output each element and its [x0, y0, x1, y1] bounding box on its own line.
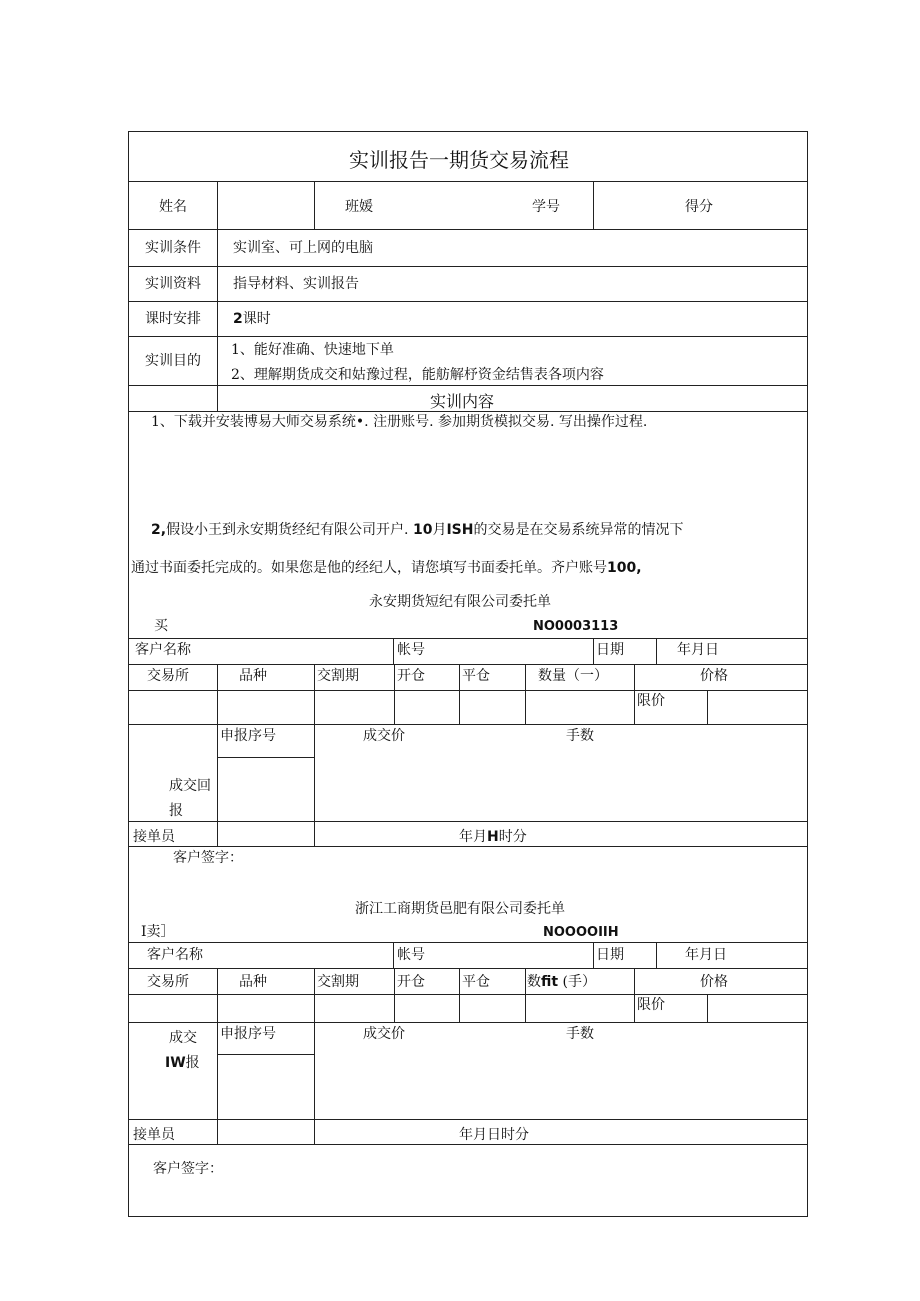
divider	[525, 968, 526, 1022]
divider	[129, 266, 807, 267]
form-1-receiver-label: 接单员	[133, 829, 175, 845]
form-2-report-label-1: 成交	[169, 1030, 197, 1046]
report-title: 实训报告一期货交易流程	[349, 148, 569, 172]
divider	[129, 1119, 807, 1120]
divider	[314, 664, 315, 724]
divider	[634, 664, 635, 724]
divider	[314, 181, 315, 229]
name-label: 姓名	[159, 199, 187, 215]
divider	[129, 821, 807, 822]
divider	[314, 968, 315, 1022]
divider	[707, 994, 708, 1022]
form-2-open-label: 开仓	[397, 974, 425, 990]
divider	[129, 690, 807, 691]
form-2-variety-label: 品种	[239, 974, 267, 990]
divider	[129, 1144, 807, 1145]
task-1: 1、下载并安装博易大师交易系统•. 注册账号. 参加期货模拟交易. 写出操作过程.	[151, 414, 648, 430]
divider	[217, 664, 218, 724]
score-label: 得分	[685, 199, 713, 215]
divider	[593, 181, 594, 229]
materials-label: 实训资料	[145, 276, 201, 292]
divider	[217, 1054, 314, 1055]
form-1-delivery-label: 交割期	[317, 668, 359, 684]
form-1-price-label: 价格	[700, 668, 728, 684]
form-2-time: 年月日时分	[459, 1127, 529, 1143]
form-2-lots-label: 手数	[566, 1026, 594, 1042]
divider	[129, 301, 807, 302]
form-1-quantity-label: 数量（一）	[538, 668, 608, 684]
form-2-company: 浙江工商期货邑肥有限公司委托单	[355, 901, 565, 917]
form-1-company: 永安期货短纪有限公司委托单	[369, 594, 551, 610]
goal-label: 实训目的	[145, 353, 201, 369]
divider	[129, 1022, 807, 1023]
form-2-exchange-label: 交易所	[147, 974, 189, 990]
goal-item-2: 2、理解期货成交和姑豫过程，能舫解杼资金结售表各项内容	[231, 367, 604, 383]
divider	[129, 664, 807, 665]
form-2-serial-label: 申报序号	[220, 1026, 276, 1042]
divider	[525, 664, 526, 724]
divider	[129, 994, 807, 995]
form-2-date-label: 日期	[596, 947, 624, 963]
form-1-serial-label: 申报序号	[220, 728, 276, 744]
task-2-line-2: 通过书面委托完成的。如果您是他的经纪人，请您填写书面委托单。齐户账号100,	[131, 560, 642, 576]
form-2-deal-price-label: 成交价	[363, 1026, 405, 1042]
divider	[129, 638, 807, 639]
form-1-deal-price-label: 成交价	[363, 728, 405, 744]
form-2-signature-label: 客户签字：	[153, 1161, 223, 1177]
divider	[129, 385, 807, 386]
form-2-limit-label: 限价	[637, 997, 665, 1013]
divider	[217, 968, 218, 1022]
form-1-number: NO0003113	[533, 619, 619, 634]
form-1-limit-label: 限价	[637, 693, 665, 709]
divider	[634, 968, 635, 1022]
divider	[129, 411, 807, 412]
divider	[393, 638, 394, 664]
hours-number: 2	[233, 311, 243, 327]
form-1-close-label: 平仓	[462, 668, 490, 684]
form-1-lots-label: 手数	[566, 728, 594, 744]
divider	[394, 664, 395, 724]
form-2-receiver-label: 接单员	[133, 1127, 175, 1143]
form-1-time: 年月H时分	[459, 829, 527, 845]
divider	[656, 638, 657, 664]
task-2-number: 2,	[151, 522, 167, 538]
form-1-date-value: 年月日	[677, 642, 719, 658]
hours-label: 课时安排	[145, 311, 201, 327]
form-2-customer-label: 客户名称	[147, 947, 203, 963]
report-document	[128, 131, 808, 1217]
class-label: 班媛	[345, 199, 373, 215]
form-1-signature-label: 客户签字：	[173, 850, 243, 866]
form-2-close-label: 平仓	[462, 974, 490, 990]
divider	[459, 968, 460, 1022]
form-1-date-label: 日期	[596, 642, 624, 658]
form-2-price-label: 价格	[700, 974, 728, 990]
goal-item-1: 1、能好准确、快速地下单	[231, 342, 394, 358]
condition-value: 实训室、可上网的电脑	[233, 240, 373, 256]
divider	[217, 1022, 218, 1144]
form-2-account-label: 帐号	[397, 947, 425, 963]
divider	[129, 181, 807, 182]
form-2-number: NOOOOIIH	[543, 925, 619, 940]
content-heading: 实训内容	[430, 392, 495, 411]
form-1-side: 买	[154, 618, 168, 634]
form-1-report-label-1: 成交回	[169, 778, 211, 794]
divider	[707, 690, 708, 724]
task-2-line-1: 2,假设小王到永安期货经纪有限公司开户. 10月ISH的交易是在交易系统异常的情况下	[151, 522, 684, 538]
divider	[129, 229, 807, 230]
account-number: 100,	[607, 560, 642, 576]
divider	[217, 757, 314, 758]
form-1-exchange-label: 交易所	[147, 668, 189, 684]
form-1-report-label-2: 报	[169, 803, 183, 819]
divider	[129, 724, 807, 725]
divider	[314, 724, 315, 846]
form-2-quantity-label: 数fit (手）	[527, 974, 596, 990]
divider	[393, 942, 394, 968]
divider	[129, 336, 807, 337]
form-1-account-label: 帐号	[397, 642, 425, 658]
form-2-report-label-2: IW报	[165, 1055, 200, 1071]
form-1-customer-label: 客户名称	[135, 642, 191, 658]
materials-value: 指导材料、实训报告	[233, 276, 359, 292]
divider	[314, 1022, 315, 1144]
hours-unit: 课时	[242, 311, 271, 327]
form-1-variety-label: 品种	[239, 668, 267, 684]
divider	[394, 968, 395, 1022]
divider	[129, 968, 807, 969]
condition-label: 实训条件	[145, 240, 201, 256]
divider	[217, 724, 218, 846]
student-id-label: 学号	[532, 199, 560, 215]
divider	[217, 181, 218, 229]
form-2-side: I卖］	[141, 924, 175, 940]
divider	[656, 942, 657, 968]
divider	[459, 664, 460, 724]
form-1-open-label: 开仓	[397, 668, 425, 684]
form-2-delivery-label: 交割期	[317, 974, 359, 990]
divider	[129, 846, 807, 847]
divider	[593, 942, 594, 968]
divider	[593, 638, 594, 664]
divider	[129, 942, 807, 943]
form-2-date-value: 年月日	[685, 947, 727, 963]
